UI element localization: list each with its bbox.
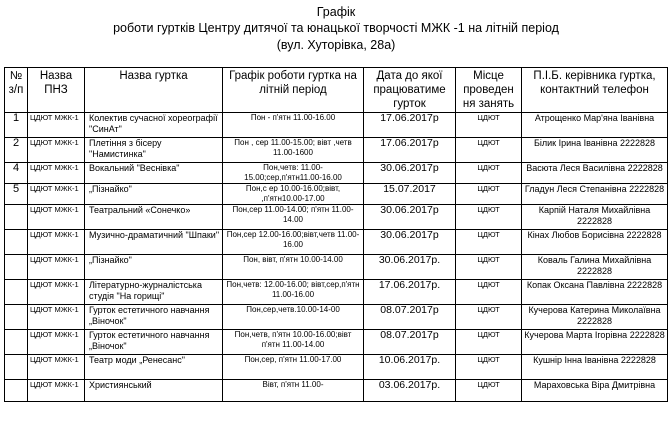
header-pnz: Назва ПНЗ — [28, 68, 85, 113]
row-schedule: Пон,четв: 12.00-16.00; вівт,сер,п'ятн 11.00-16.00 — [223, 280, 364, 305]
row-institution: ЦДЮТ МЖК-1 — [28, 138, 85, 163]
row-leader: Кушнір Інна Іванівна 2222828 — [522, 355, 668, 380]
row-number — [5, 230, 28, 255]
row-end-date: 15.07.2017 — [364, 184, 456, 205]
row-institution: ЦДЮТ МЖК-1 — [28, 113, 85, 138]
row-number — [5, 330, 28, 355]
row-club-name: Колектив сучасної хореографії "СинАт" — [85, 113, 223, 138]
row-leader: Коваль Галина Михайлівна 2222828 — [522, 255, 668, 280]
row-venue: ЦДЮТ — [456, 355, 522, 380]
row-end-date: 30.06.2017р — [364, 163, 456, 184]
row-leader: Кучерова Катерина Миколаївна 2222828 — [522, 305, 668, 330]
table-row — [5, 305, 668, 330]
row-number: 4 — [5, 163, 28, 184]
row-club-name: Театр моди „Ренесанс" — [85, 355, 223, 380]
row-number — [5, 255, 28, 280]
row-schedule: Вівт, п'ятн 11.00- — [223, 380, 364, 402]
row-number — [5, 280, 28, 305]
row-number — [5, 355, 28, 380]
header-head: П.І.Б. керівника гуртка, контактний телефон — [522, 68, 668, 113]
header-place: Місце проведен ня занять — [456, 68, 522, 113]
row-club-name: Християнський — [85, 380, 223, 402]
header-schedule: Графік роботи гуртка на літній період — [223, 68, 364, 113]
row-club-name: Гурток естетичного навчання „Віночок" — [85, 330, 223, 355]
row-institution: ЦДЮТ МЖК-1 — [28, 380, 85, 402]
row-venue: ЦДЮТ — [456, 380, 522, 402]
row-end-date: 08.07.2017р — [364, 330, 456, 355]
row-venue: ЦДЮТ — [456, 280, 522, 305]
schedule-table — [4, 67, 668, 402]
table-row — [5, 330, 668, 355]
row-venue: ЦДЮТ — [456, 184, 522, 205]
row-venue: ЦДЮТ — [456, 163, 522, 184]
row-end-date: 30.06.2017р — [364, 205, 456, 230]
row-leader: Кучерова Марта Ігорівна 2222828 — [522, 330, 668, 355]
row-club-name: Літературно-журналістська студія "На горищі" — [85, 280, 223, 305]
row-institution: ЦДЮТ МЖК-1 — [28, 205, 85, 230]
table-row — [5, 184, 668, 205]
row-end-date: 17.06.2017р — [364, 138, 456, 163]
row-schedule: Пон, вівт, п'ятн 10.00-14.00 — [223, 255, 364, 280]
row-institution: ЦДЮТ МЖК-1 — [28, 255, 85, 280]
row-leader: Карпій Наталя Михайлівна 2222828 — [522, 205, 668, 230]
row-end-date: 10.06.2017р. — [364, 355, 456, 380]
row-leader: Гладун Леся Степанівна 2222828 — [522, 184, 668, 205]
row-venue: ЦДЮТ — [456, 205, 522, 230]
row-schedule: Пон,четв, п'ятн 10.00-16.00;вівт п'ятн 11.00-14.00 — [223, 330, 364, 355]
header-num: № з/п — [5, 68, 28, 113]
table-row — [5, 380, 668, 402]
document-address: (вул. Хуторівка, 28а) — [276, 38, 396, 52]
row-venue: ЦДЮТ — [456, 305, 522, 330]
row-schedule: Пон , сер 11.00-15.00; вівт ,четв 11.00-1600 — [223, 138, 364, 163]
row-institution: ЦДЮТ МЖК-1 — [28, 355, 85, 380]
table-row — [5, 138, 668, 163]
row-club-name: „Пізнайко" — [85, 255, 223, 280]
row-schedule: Пон,сер, п'ятн 11.00-17.00 — [223, 355, 364, 380]
row-leader: Білик Ірина Іванівна 2222828 — [522, 138, 668, 163]
row-number — [5, 205, 28, 230]
row-club-name: Вокальний "Веснівка" — [85, 163, 223, 184]
row-institution: ЦДЮТ МЖК-1 — [28, 305, 85, 330]
row-institution: ЦДЮТ МЖК-1 — [28, 230, 85, 255]
row-schedule: Пон,сер 11.00-14.00; п'ятн 11.00-14.00 — [223, 205, 364, 230]
row-venue: ЦДЮТ — [456, 230, 522, 255]
row-end-date: 30.06.2017р — [364, 230, 456, 255]
header-name: Назва гуртка — [85, 68, 223, 113]
table-row — [5, 355, 668, 380]
row-number: 5 — [5, 184, 28, 205]
table-row — [5, 280, 668, 305]
row-club-name: Плетіння з бісеру "Намистинка" — [85, 138, 223, 163]
row-schedule: Пон,сер,четв.10.00-14-00 — [223, 305, 364, 330]
row-end-date: 08.07.2017р — [364, 305, 456, 330]
row-number — [5, 380, 28, 402]
table-row — [5, 113, 668, 138]
table-row — [5, 163, 668, 184]
row-institution: ЦДЮТ МЖК-1 — [28, 184, 85, 205]
row-club-name: Театральний «Сонечко» — [85, 205, 223, 230]
row-number — [5, 305, 28, 330]
row-number: 2 — [5, 138, 28, 163]
row-schedule: Пон,с ер 10.00-16.00;вівт, ,п'ятн10.00-17.00 — [223, 184, 364, 205]
row-venue: ЦДЮТ — [456, 138, 522, 163]
table-header-row — [5, 68, 668, 113]
row-leader: Васюта Леся Василівна 2222828 — [522, 163, 668, 184]
row-end-date: 17.06.2017р. — [364, 280, 456, 305]
header-date: Дата до якої працюватиме гурток — [364, 68, 456, 113]
row-schedule: Пон,четв: 11.00-15.00;сер,п'ятн11.00-16.00 — [223, 163, 364, 184]
row-leader: Кінах Любов Борисівна 2222828 — [522, 230, 668, 255]
row-leader: Мараховська Віра Дмитрівна — [522, 380, 668, 402]
row-institution: ЦДЮТ МЖК-1 — [28, 163, 85, 184]
row-institution: ЦДЮТ МЖК-1 — [28, 330, 85, 355]
row-club-name: Музично-драматичний "Шпаки" — [85, 230, 223, 255]
row-club-name: „Пізнайко" — [85, 184, 223, 205]
row-venue: ЦДЮТ — [456, 255, 522, 280]
row-schedule: Пон - п'ятн 11.00-16.00 — [223, 113, 364, 138]
row-end-date: 03.06.2017р. — [364, 380, 456, 402]
table-row — [5, 230, 668, 255]
row-venue: ЦДЮТ — [456, 113, 522, 138]
row-end-date: 30.06.2017р. — [364, 255, 456, 280]
row-club-name: Гурток естетичного навчання „Віночок" — [85, 305, 223, 330]
row-venue: ЦДЮТ — [456, 330, 522, 355]
table-row — [5, 255, 668, 280]
row-end-date: 17.06.2017р — [364, 113, 456, 138]
row-leader: Копак Оксана Павлівна 2222828 — [522, 280, 668, 305]
document-title: Графік — [316, 5, 356, 19]
row-number: 1 — [5, 113, 28, 138]
row-schedule: Пон,сер 12.00-16.00;вівт,четв 11.00-16.00 — [223, 230, 364, 255]
document-subtitle: роботи гуртків Центру дитячої та юнацької творчості МЖК -1 на літній період — [113, 21, 559, 35]
row-institution: ЦДЮТ МЖК-1 — [28, 280, 85, 305]
row-leader: Атрощенко Мар'яна Іванівна — [522, 113, 668, 138]
table-row — [5, 205, 668, 230]
